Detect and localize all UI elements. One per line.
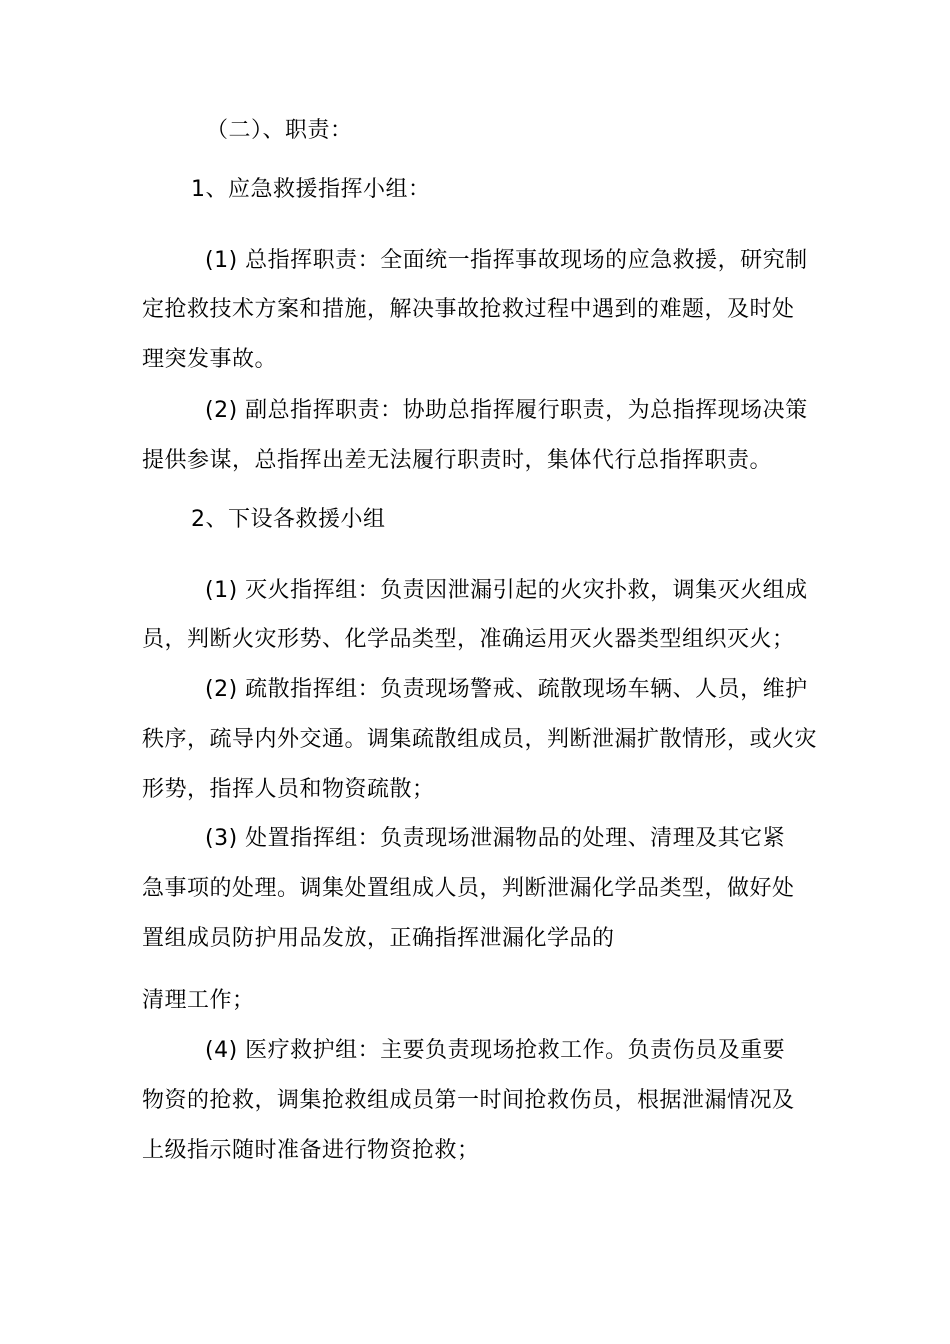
paragraph-line: 置组成员防护用品发放，正确指挥泄漏化学品的 (142, 926, 615, 951)
paragraph-line: 理突发事故。 (142, 347, 278, 372)
paragraph-line: 急事项的处理。调集处置组成人员，判断泄漏化学品类型，做好处 (142, 876, 795, 901)
section-heading: （二）、职责： (206, 118, 353, 143)
paragraph-line: 定抢救技术方案和措施，解决事故抢救过程中遇到的难题，及时处 (142, 297, 795, 322)
paragraph-line: (1) 总指挥职责：全面统一指挥事故现场的应急救援，研究制 (205, 248, 808, 273)
paragraph-line: (4) 医疗救护组：主要负责现场抢救工作。负责伤员及重要 (205, 1038, 786, 1063)
paragraph-line: (2) 疏散指挥组：负责现场警戒、疏散现场车辆、人员，维护 (205, 677, 808, 702)
paragraph-line: 物资的抢救，调集抢救组成员第一时间抢救伤员，根据泄漏情况及 (142, 1088, 795, 1113)
paragraph-line: (3) 处置指挥组：负责现场泄漏物品的处理、清理及其它紧 (205, 826, 786, 851)
paragraph-line: 上级指示随时准备进行物资抢救； (142, 1138, 480, 1163)
subsection-rescue-groups: 2、下设各救援小组 (191, 507, 386, 532)
subsection-emergency-command-group: 1、应急救援指挥小组： (191, 177, 431, 202)
paragraph-line: 形势，指挥人员和物资疏散； (142, 777, 435, 802)
paragraph-line: (2) 副总指挥职责：协助总指挥履行职责，为总指挥现场决策 (205, 398, 808, 423)
paragraph-line: 清理工作； (142, 988, 255, 1013)
paragraph-line: 员，判断火灾形势、化学品类型，准确运用灭火器类型组织灭火； (142, 627, 795, 652)
paragraph-line: 提供参谋，总指挥出差无法履行职责时，集体代行总指挥职责。 (142, 448, 773, 473)
paragraph-line: (1) 灭火指挥组：负责因泄漏引起的火灾扑救，调集灭火组成 (205, 578, 808, 603)
paragraph-line: 秩序，疏导内外交通。调集疏散组成员，判断泄漏扩散情形，或火灾 (142, 727, 818, 752)
